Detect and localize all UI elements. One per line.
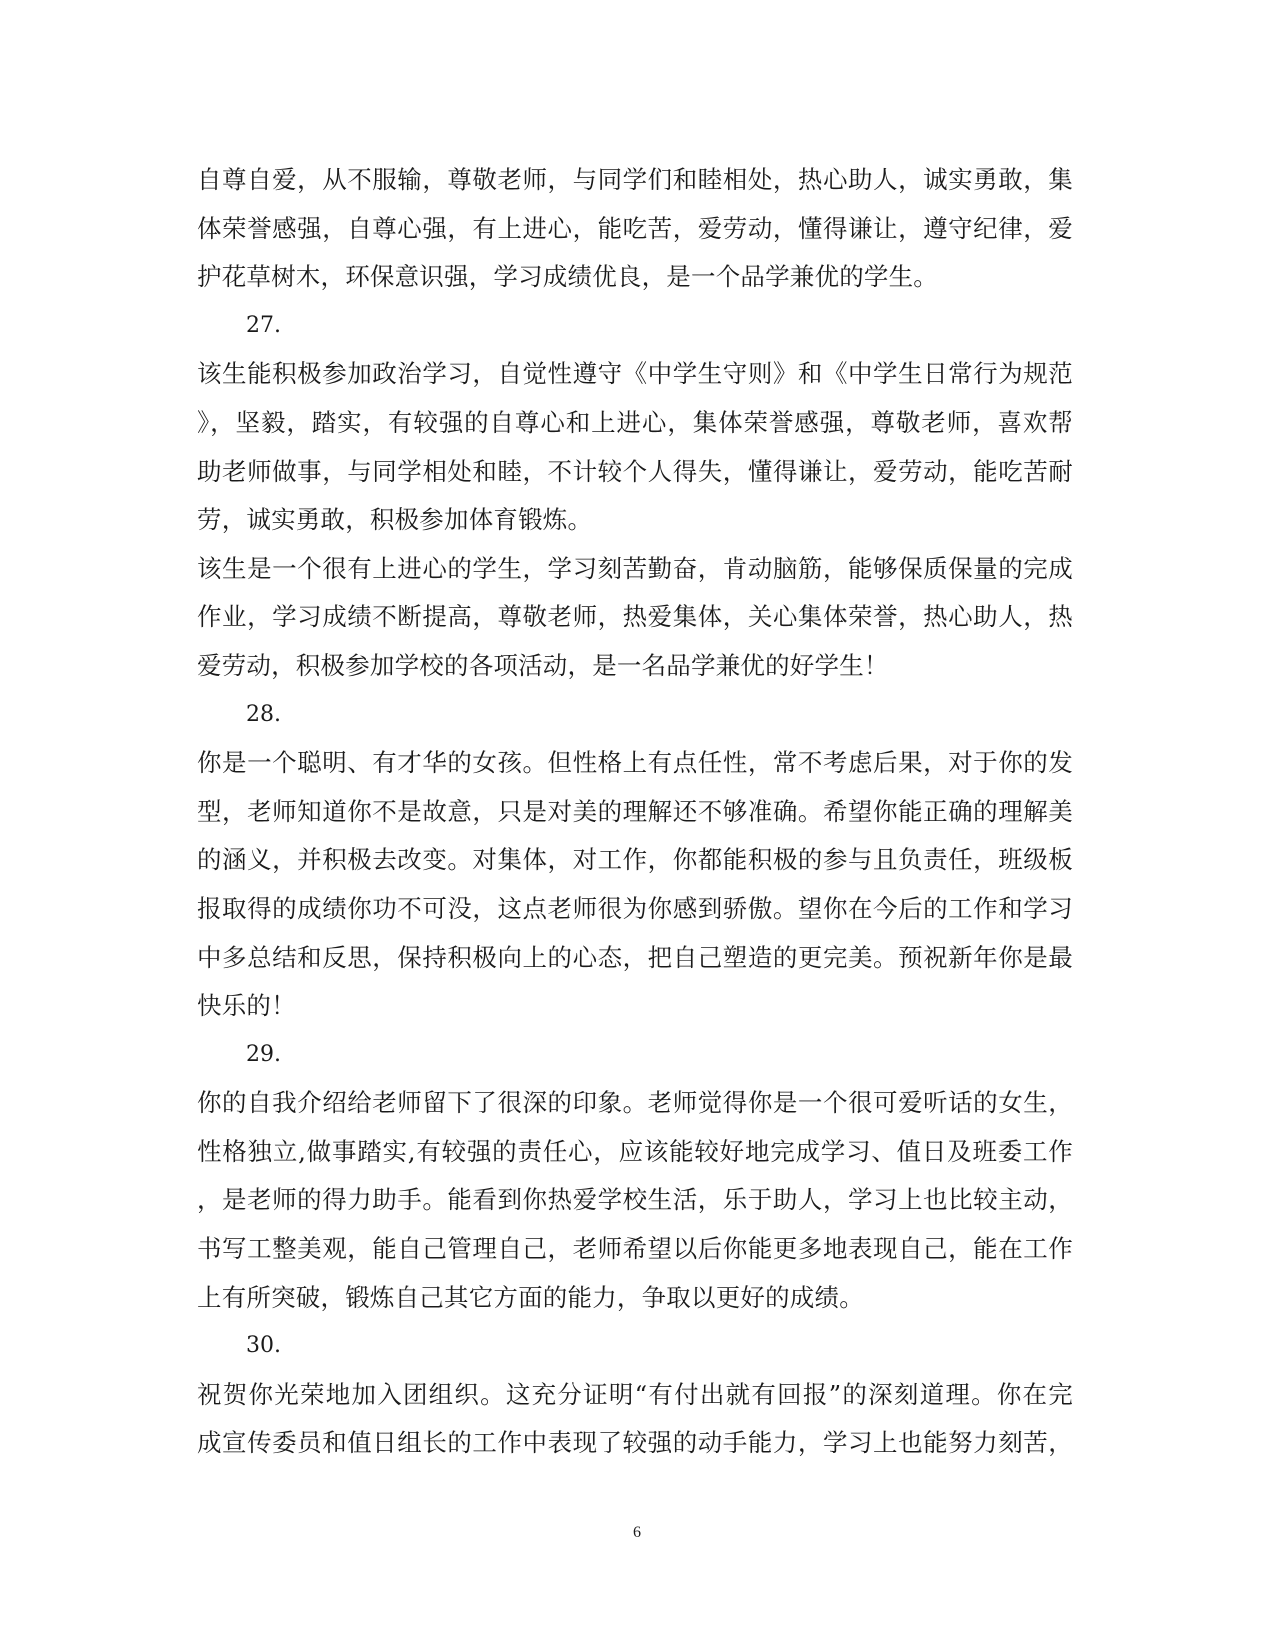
paragraph <box>197 350 1073 544</box>
text-line: 》，坚毅，踏实，有较强的自尊心和上进心，集体荣誉感强，尊敬老师，喜欢帮 <box>197 407 1073 437</box>
paragraph <box>197 739 1073 1031</box>
text-line: 该生能积极参加政治学习，自觉性遵守《中学生守则》和《中学生日常行为规范 <box>197 359 1073 389</box>
item-number: 27. <box>246 312 281 338</box>
paragraph <box>197 1079 1073 1322</box>
text-line: 型，老师知道你不是故意，只是对美的理解还不够准确。希望你能正确的理解美 <box>197 796 1073 826</box>
text-line: 快乐的！ <box>197 991 296 1021</box>
text-line: ，是老师的得力助手。能看到你热爱学校生活，乐于助人，学习上也比较主动， <box>197 1185 1073 1215</box>
text-line: 劳，诚实勇敢，积极参加体育锻炼。 <box>197 505 593 535</box>
text-line: 成宣传委员和值日组长的工作中表现了较强的动手能力，学习上也能努力刻苦， <box>197 1428 1073 1458</box>
text-line: 该生是一个很有上进心的学生，学习刻苦勤奋，肯动脑筋，能够保质保量的完成 <box>197 553 1073 583</box>
paragraph <box>197 1371 1073 1468</box>
text-line: 爱劳动，积极参加学校的各项活动，是一名品学兼优的好学生！ <box>197 650 889 680</box>
text-line: 你的自我介绍给老师留下了很深的印象。老师觉得你是一个很可爱听话的女生， <box>197 1088 1073 1118</box>
text-line: 你是一个聪明、有才华的女孩。但性格上有点任性，常不考虑后果，对于你的发 <box>197 748 1073 778</box>
item-number: 28. <box>246 701 281 727</box>
document-body <box>197 156 1073 1468</box>
item-number: 30. <box>246 1333 281 1359</box>
page-number: 6 <box>633 1524 641 1541</box>
text-line: 的涵义，并积极去改变。对集体，对工作，你都能积极的参与且负责任，班级板 <box>197 845 1073 875</box>
text-line: 助老师做事，与同学相处和睦，不计较个人得失，懂得谦让，爱劳动，能吃苦耐 <box>197 456 1073 486</box>
text-line: 书写工整美观，能自己管理自己，老师希望以后你能更多地表现自己，能在工作 <box>197 1234 1073 1264</box>
text-line: 体荣誉感强，自尊心强，有上进心，能吃苦，爱劳动，懂得谦让，遵守纪律，爱 <box>197 213 1073 243</box>
text-line: 中多总结和反思，保持积极向上的心态，把自己塑造的更完美。预祝新年你是最 <box>197 942 1073 972</box>
paragraph <box>197 156 1073 302</box>
text-line: 祝贺你光荣地加入团组织。这充分证明“有付出就有回报”的深刻道理。你在完 <box>197 1379 1073 1409</box>
text-line: 上有所突破，锻炼自己其它方面的能力，争取以更好的成绩。 <box>197 1282 864 1312</box>
paragraph <box>197 545 1073 691</box>
text-line: 护花草树木，环保意识强，学习成绩优良，是一个品学兼优的学生。 <box>197 262 938 292</box>
item-number: 29. <box>246 1041 281 1067</box>
text-line: 自尊自爱，从不服输，尊敬老师，与同学们和睦相处，热心助人，诚实勇敢，集 <box>197 165 1073 194</box>
text-line: 作业，学习成绩不断提高，尊敬老师，热爱集体，关心集体荣誉，热心助人，热 <box>197 602 1073 632</box>
text-line: 报取得的成绩你功不可没，这点老师很为你感到骄傲。望你在今后的工作和学习 <box>197 893 1073 923</box>
text-line: 性格独立,做事踏实,有较强的责任心，应该能较好地完成学习、值日及班委工作 <box>197 1136 1073 1166</box>
